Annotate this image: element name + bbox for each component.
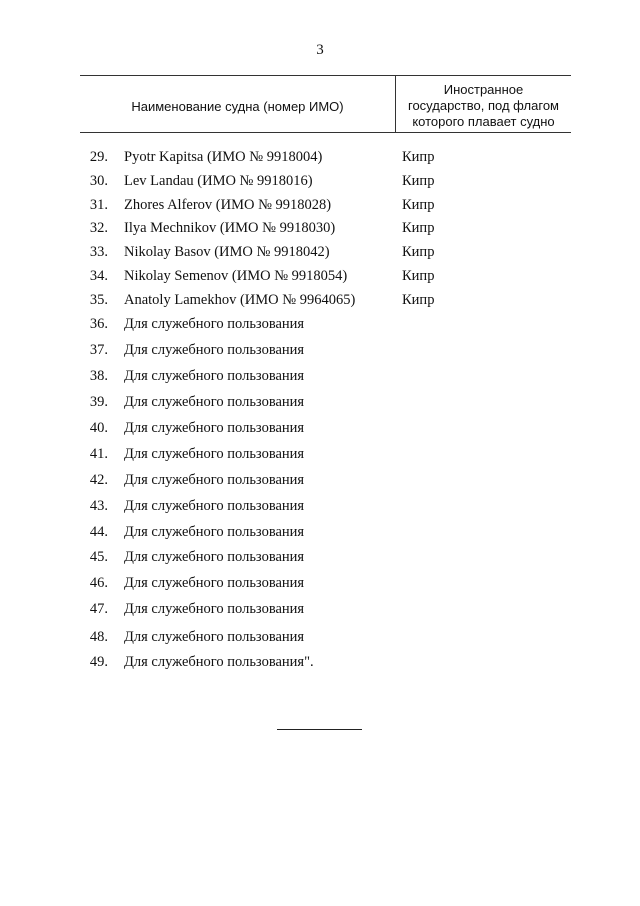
vessel-name: Lev Landau (ИМО № 9918016) <box>124 173 313 189</box>
table-row <box>0 392 640 412</box>
vessel-name: Pyotr Kapitsa (ИМО № 9918004) <box>124 149 323 165</box>
vessel-name: Для служебного пользования <box>124 446 305 462</box>
vessel-name: Для служебного пользования <box>124 420 305 436</box>
row-number: 49. <box>89 654 108 670</box>
vessel-name: Для служебного пользования <box>124 498 305 514</box>
table-row <box>0 314 640 334</box>
table-row <box>0 627 640 647</box>
row-number: 47. <box>89 601 108 617</box>
row-number: 40. <box>89 420 108 436</box>
vessel-name: Для служебного пользования <box>124 368 305 384</box>
table-row <box>0 470 640 490</box>
table-header <box>80 75 571 133</box>
flag-state: Кипр <box>402 268 435 284</box>
flag-state: Кипр <box>402 292 435 308</box>
row-number: 38. <box>89 368 108 384</box>
flag-state-header-line: Иностранное <box>443 82 524 97</box>
vessel-name: Zhores Alferov (ИМО № 9918028) <box>124 197 332 213</box>
vessel-name: Ilya Mechnikov (ИМО № 9918030) <box>124 220 336 236</box>
table-row <box>0 340 640 360</box>
vessel-name: Nikolay Basov (ИМО № 9918042) <box>124 244 330 260</box>
vessel-name: Для служебного пользования <box>124 524 305 540</box>
vessel-name: Для служебного пользования <box>124 601 305 617</box>
row-number: 33. <box>89 244 108 260</box>
flag-state: Кипр <box>402 220 435 236</box>
flag-state-header-line: которого плавает судно <box>412 114 555 129</box>
vessel-name: Для служебного пользования <box>124 549 305 565</box>
vessel-name: Для служебного пользования <box>124 342 305 358</box>
vessel-name: Для служебного пользования <box>124 472 305 488</box>
flag-state-header-line: государство, под флагом <box>408 98 559 113</box>
table-row <box>0 266 640 286</box>
vessel-name: Для служебного пользования <box>124 575 305 591</box>
vessel-name: Anatoly Lamekhov (ИМО № 9964065) <box>124 292 356 308</box>
row-number: 48. <box>89 629 108 645</box>
vessel-name: Для служебного пользования <box>124 629 305 645</box>
table-row <box>0 218 640 238</box>
table-row <box>0 599 640 619</box>
page-number: 3 <box>316 42 324 58</box>
table-row <box>0 522 640 542</box>
vessel-name: Для служебного пользования <box>124 316 305 332</box>
table-row <box>0 418 640 438</box>
row-number: 35. <box>89 292 108 308</box>
table-row <box>0 366 640 386</box>
table-row <box>0 290 640 310</box>
table-row <box>0 195 640 215</box>
closing-rule-line <box>277 729 362 730</box>
flag-state: Кипр <box>402 244 435 260</box>
vessel-name: Nikolay Semenov (ИМО № 9918054) <box>124 268 348 284</box>
vessel-name: Для служебного пользования". <box>124 654 314 670</box>
row-number: 46. <box>89 575 108 591</box>
table-row <box>0 573 640 593</box>
flag-state-column-header <box>396 76 571 133</box>
row-number: 43. <box>89 498 108 514</box>
table-row <box>0 547 640 567</box>
row-number: 41. <box>89 446 108 462</box>
table-row <box>0 171 640 191</box>
row-number: 30. <box>89 173 108 189</box>
row-number: 34. <box>89 268 108 284</box>
flag-state: Кипр <box>402 197 435 213</box>
table-row <box>0 652 640 672</box>
vessel-name-column-header: Наименование судна (номер ИМО) <box>131 99 344 114</box>
row-number: 44. <box>89 524 108 540</box>
flag-state: Кипр <box>402 173 435 189</box>
row-number: 39. <box>89 394 108 410</box>
table-row <box>0 496 640 516</box>
flag-state: Кипр <box>402 149 435 165</box>
row-number: 45. <box>89 549 108 565</box>
row-number: 31. <box>89 197 108 213</box>
row-number: 29. <box>89 149 108 165</box>
row-number: 32. <box>89 220 108 236</box>
table-row <box>0 444 640 464</box>
vessel-name: Для служебного пользования <box>124 394 305 410</box>
row-number: 37. <box>89 342 108 358</box>
table-row <box>0 147 640 167</box>
row-number: 36. <box>89 316 108 332</box>
table-row <box>0 242 640 262</box>
row-number: 42. <box>89 472 108 488</box>
